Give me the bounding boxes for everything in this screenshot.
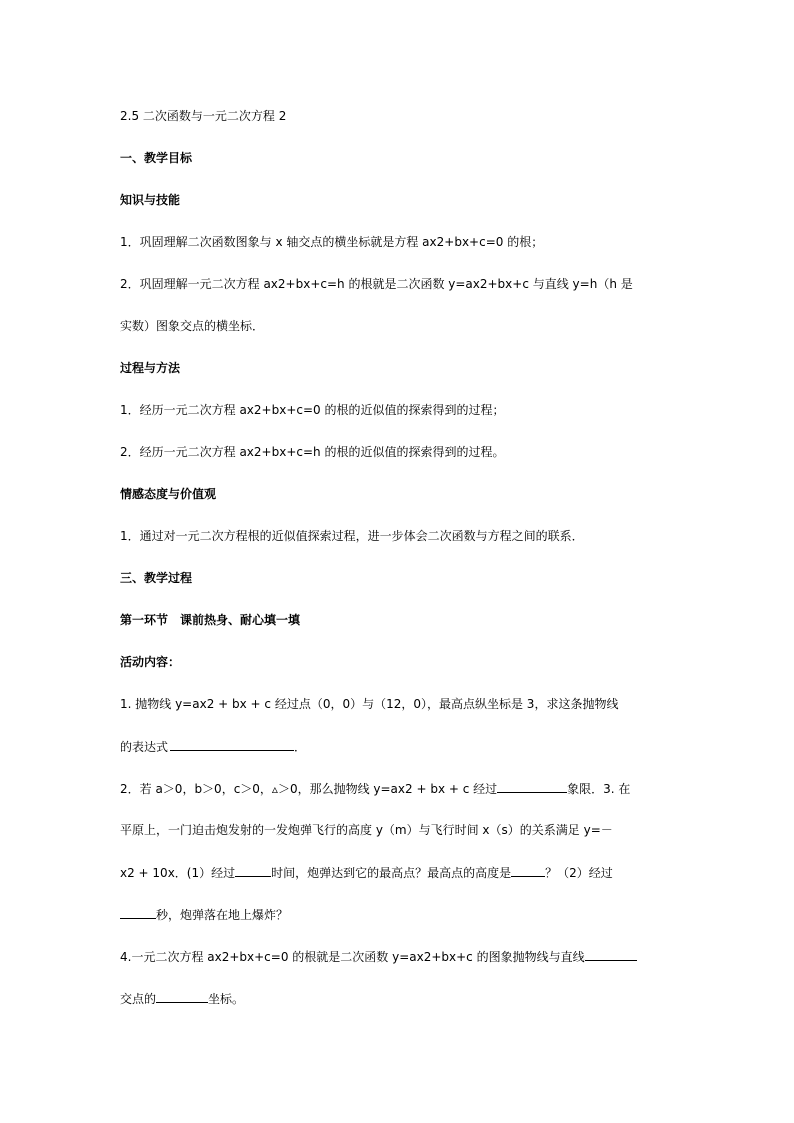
question-2-prefix: 2．若 a＞0，b＞0，c＞0，▵＞0，那么抛物线 y=ax2 + bx + c 经过 (120, 782, 498, 796)
question-4-mid: 交点的 (120, 992, 157, 1006)
question-2-line-4 (120, 906, 288, 923)
subheading-knowledge-skills: 知识与技能 (120, 193, 181, 207)
answer-blank-height[interactable] (511, 864, 545, 877)
question-4-line-2 (120, 990, 244, 1007)
answer-blank-line[interactable] (585, 948, 637, 961)
step-1-heading: 第一环节 课前热身、耐心填一填 (120, 613, 301, 627)
question-1-line-1: 1. 抛物线 y=ax2 + bx + c 经过点（0，0）与（12，0），最高点纵坐标是 3，求这条抛物线 (120, 697, 619, 711)
answer-blank-quadrant[interactable] (497, 780, 567, 793)
activity-content-label: 活动内容： (120, 655, 181, 669)
question-4-prefix: 4.一元二次方程 ax2+bx+c=0 的根就是二次函数 y=ax2+bx+c 的图象抛物线与直线 (120, 950, 585, 964)
doc-title: 2.5 二次函数与一元二次方程 2 (120, 109, 287, 123)
answer-blank-coordinate[interactable] (156, 990, 208, 1003)
question-1-line-2 (120, 738, 306, 755)
question-3-part-1: x2 + 10x．(1）经过 (120, 866, 236, 880)
question-4-suffix: 坐标。 (208, 992, 245, 1006)
section-teaching-goals: 一、教学目标 (120, 151, 193, 165)
question-1-prefix: 的表达式 (120, 740, 169, 754)
knowledge-item-2-line-1: 2．巩固理解一元二次方程 ax2+bx+c=h 的根就是二次函数 y=ax2+bx+c 与直线 y=h（h 是 (120, 277, 633, 291)
question-3-part-2: 时间，炮弹达到它的最高点？最高点的高度是 (271, 866, 512, 880)
question-2-line-2: 平原上，一门迫击炮发射的一发炮弹飞行的高度 y（m）与飞行时间 x（s）的关系满足 y=－ (120, 823, 613, 837)
knowledge-item-1: 1．巩固理解二次函数图象与 x 轴交点的横坐标就是方程 ax2+bx+c=0 的根； (120, 235, 544, 249)
question-4-line-1 (120, 948, 637, 965)
question-3-part-3: ？（2）经过 (545, 866, 613, 880)
process-item-2: 2．经历一元二次方程 ax2+bx+c=h 的根的近似值的探索得到的过程。 (120, 445, 505, 459)
section-teaching-process: 三、教学过程 (120, 571, 193, 585)
process-item-1: 1．经历一元二次方程 ax2+bx+c=0 的根的近似值的探索得到的过程； (120, 403, 505, 417)
subheading-process-method: 过程与方法 (120, 361, 181, 375)
answer-blank-seconds[interactable] (120, 906, 156, 919)
knowledge-item-2-line-2: 实数）图象交点的横坐标． (120, 319, 265, 333)
subheading-attitude-values: 情感态度与价值观 (120, 487, 217, 501)
question-2-line-3 (120, 864, 613, 881)
question-1-suffix: ． (294, 740, 307, 754)
attitude-item-1: 1．通过对一元二次方程根的近似值探索过程，进一步体会二次函数与方程之间的联系． (120, 529, 584, 543)
question-2-mid: 象限．3. 在 (567, 782, 631, 796)
question-3-part-4: 秒，炮弹落在地上爆炸？ (156, 908, 289, 922)
answer-blank-time[interactable] (235, 864, 271, 877)
answer-blank-expression[interactable] (170, 738, 294, 751)
question-2-line-1 (120, 780, 630, 797)
